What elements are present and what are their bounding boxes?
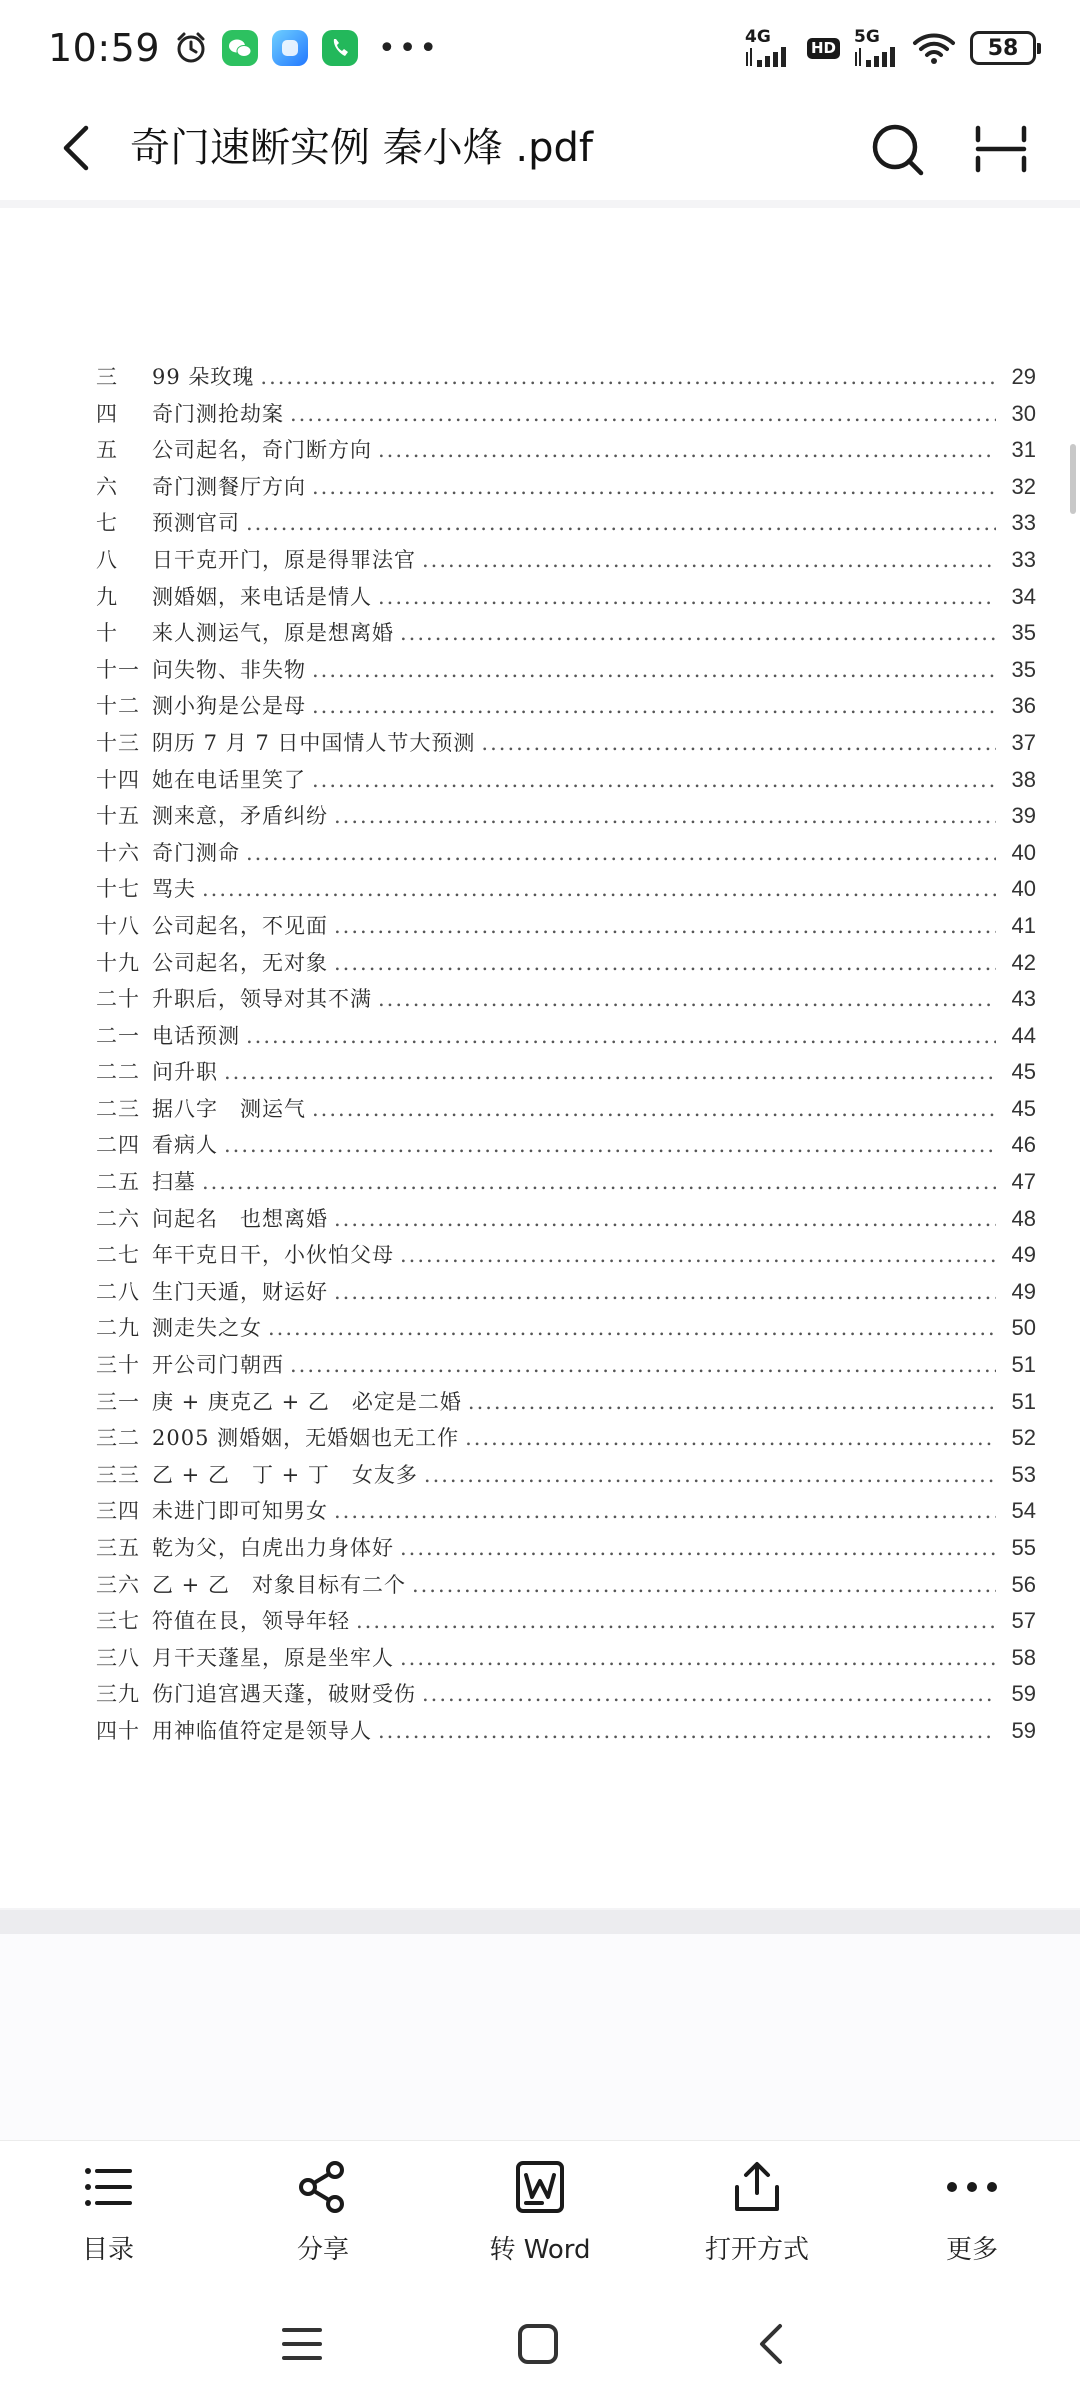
signal-5g-label: 5G [854,26,880,47]
toc-leader-dots [422,548,996,572]
toc-entry-page: 32 [1011,473,1036,499]
back-arrow-icon[interactable] [52,120,108,176]
toc-entry-title: 她在电话里笑了 [152,767,306,792]
signal-4g [744,26,793,68]
toc-entry-page: 40 [1011,876,1036,902]
toc-entry-number: 十二 [96,694,140,719]
system-navigation-bar [0,2288,1080,2400]
toc-entry[interactable] [96,1569,1036,1606]
toc-entry-page: 51 [1011,1388,1036,1414]
more-dots-icon [944,2159,1000,2215]
phone-notification-icon [322,30,358,66]
toc-leader-dots [378,438,996,462]
toc-entry-number: 二四 [96,1133,140,1158]
toc-entry-page: 33 [1011,546,1036,572]
toc-leader-dots [202,877,996,901]
status-right [744,26,1036,68]
toc-entry-number: 二五 [96,1170,140,1195]
toc-leader-dots [246,1024,996,1048]
contents-label: 目录 [81,2235,134,2265]
toc-leader-dots [224,1060,996,1084]
toc-leader-dots [412,1573,996,1597]
toc-leader-dots [400,621,996,645]
toc-entry-title: 骂夫 [152,877,196,902]
toc-entry-title: 问起名 也想离婚 [152,1206,328,1231]
toc-entry-page: 34 [1011,583,1036,609]
toc-entry-page: 50 [1011,1315,1036,1341]
toc-leader-dots [378,1719,996,1743]
toc-entry-page: 31 [1011,437,1036,463]
home-nav-icon[interactable] [510,2318,566,2370]
toc-entry-number: 十三 [96,730,140,755]
toc-entry-title: 2005 测婚姻，无婚姻也无工作 [152,1426,460,1451]
toc-entry-page: 59 [1011,1681,1036,1707]
wechat-notification-icon [222,30,258,66]
toc-leader-dots [468,1390,996,1414]
menu-nav-icon[interactable] [274,2318,330,2370]
toc-entry[interactable] [96,1093,1036,1130]
toc-entry-page: 55 [1011,1535,1036,1560]
toc-entry[interactable] [96,800,1036,837]
toc-entry[interactable] [96,1678,1036,1715]
toc-entry[interactable] [96,983,1036,1020]
toc-entry-title: 日干克开门，原是得罪法官 [152,547,416,572]
toc-entry-number: 二九 [96,1316,140,1341]
toc-entry-page: 39 [1011,803,1036,829]
document-title: 奇门速断实例 秦小烽 .pdf [130,125,594,171]
toc-entry-page: 47 [1011,1169,1036,1195]
toc-entry[interactable] [96,581,1036,618]
back-nav-icon[interactable] [744,2318,800,2370]
toc-entry-title: 扫墓 [152,1170,196,1195]
toc-entry[interactable] [96,1276,1036,1313]
toc-entry-title: 阴历 7 月 7 日中国情人节大预测 [152,730,476,755]
toc-entry-number: 十八 [96,913,140,938]
toc-entry-number: 二七 [96,1243,140,1268]
toc-entry-title: 伤门追宫遇天蓬，破财受伤 [152,1682,416,1707]
toc-entry-number: 二六 [96,1206,140,1231]
toc-entry[interactable] [96,617,1036,654]
toc-entry-title: 测走失之女 [152,1316,262,1341]
toc-entry[interactable] [96,654,1036,691]
toc-entry-page: 42 [1011,949,1036,975]
toc-entry-number: 八 [96,547,118,572]
toc-entry-title: 测小狗是公是母 [152,694,306,719]
toc-entry[interactable] [96,1386,1036,1423]
toc-entry[interactable] [96,1495,1036,1532]
toc-entry[interactable] [96,1203,1036,1240]
pdf-next-page[interactable] [0,1934,1080,2140]
toc-entry-title: 用神临值符定是领导人 [152,1718,372,1743]
toc-entry-page: 57 [1011,1608,1036,1634]
toc-entry-page: 37 [1011,729,1036,755]
toc-entry-page: 35 [1011,656,1036,682]
page-separator [0,1910,1080,1934]
toc-leader-dots [290,1353,996,1377]
toc-entry-page: 45 [1011,1095,1036,1121]
toc-leader-dots [334,914,996,938]
toc-entry-title: 公司起名，不见面 [152,913,328,938]
signal-bars-icon [745,46,793,68]
toc-entry[interactable] [96,947,1036,984]
toc-leader-dots [312,694,996,718]
toc-entry-title: 公司起名，奇门断方向 [152,438,372,463]
toc-leader-dots [334,1499,996,1523]
toc-entry-number: 三二 [96,1426,140,1451]
toc-entry-title: 年干克日干，小伙怕父母 [152,1243,394,1268]
toc-leader-dots [334,1280,996,1304]
more-button[interactable] [892,2141,1052,2289]
more-notifications-indicator: ••• [378,30,441,66]
toc-entry-title: 公司起名，无对象 [152,950,328,975]
signal-bars-icon [854,46,898,68]
toc-entry-number: 十 [96,621,118,646]
toc-entry-title: 来人测运气，原是想离婚 [152,621,394,646]
toc-leader-dots [378,987,996,1011]
toc-entry[interactable] [96,1459,1036,1496]
toc-entry[interactable] [96,1349,1036,1386]
toc-entry[interactable] [96,1715,1036,1752]
toc-entry-page: 49 [1011,1278,1036,1304]
hd-voice-badge: HD [807,38,840,59]
pdf-page[interactable] [0,208,1080,1908]
toc-entry-title: 据八字 测运气 [152,1096,306,1121]
toc-entry-number: 三三 [96,1462,140,1487]
toc-leader-dots [378,585,996,609]
toc-entry-title: 符值在艮，领导年轻 [152,1609,350,1634]
share-label: 分享 [296,2235,349,2265]
toc-entry-number: 五 [96,438,118,463]
toc-entry[interactable] [96,544,1036,581]
toc-entry[interactable] [96,1020,1036,1057]
battery-level: 58 [987,35,1019,61]
toc-entry-page: 58 [1011,1644,1036,1670]
toc-entry-title: 奇门测抢劫案 [152,401,284,426]
toc-entry-page: 33 [1011,510,1036,536]
toc-entry-number: 二一 [96,1023,140,1048]
toc-entry-number: 十一 [96,657,140,682]
toc-entry[interactable] [96,361,1036,398]
convert-to-word-button[interactable] [460,2141,620,2289]
signal-4g-label: 4G [744,26,771,47]
toc-entry-page: 44 [1011,1022,1036,1048]
toc-entry-number: 四 [96,401,118,426]
toc-entry-title: 庚 + 庚克乙 + 乙 必定是二婚 [152,1389,462,1414]
toc-entry-number: 十七 [96,877,140,902]
toc-leader-dots [246,841,996,865]
toc-entry-number: 三 [96,365,118,389]
toc-leader-dots [400,1646,996,1670]
toc-entry[interactable] [96,1312,1036,1349]
toc-entry-number: 九 [96,584,118,609]
toc-entry-page: 52 [1011,1425,1036,1451]
toc-entry-number: 三八 [96,1645,140,1670]
toc-leader-dots [312,768,996,792]
toc-entry[interactable] [96,507,1036,544]
toc-entry-title: 测来意，矛盾纠纷 [152,804,328,829]
toc-leader-dots [202,1170,996,1194]
signal-5g [854,26,898,68]
toc-leader-dots [334,951,996,975]
share-icon [295,2159,351,2215]
toc-leader-dots [246,511,996,535]
toc-entry-page: 43 [1011,986,1036,1012]
reader-mode-icon[interactable] [970,118,1032,180]
toc-leader-dots [400,1243,996,1267]
toc-entry-page: 36 [1011,693,1036,719]
document-viewer[interactable] [0,200,1080,2140]
toc-entry[interactable] [96,1129,1036,1166]
status-time: 10:59 [48,26,161,70]
word-document-icon [512,2159,568,2215]
title-bar [0,96,1080,200]
toc-entry-title: 未进门即可知男女 [152,1499,328,1524]
toc-entry-number: 三九 [96,1682,140,1707]
toc-entry-page: 45 [1011,1059,1036,1085]
toc-leader-dots [465,1426,996,1450]
toc-entry-title: 月干天蓬星，原是坐牢人 [152,1645,394,1670]
convert-to-word-label: 转 Word [489,2235,591,2265]
toc-entry[interactable] [96,1239,1036,1276]
toc-entry[interactable] [96,434,1036,471]
bottom-toolbar [0,2140,1080,2288]
toc-entry[interactable] [96,1166,1036,1203]
toc-leader-dots [312,475,996,499]
toc-entry-number: 二二 [96,1060,140,1085]
toc-entry-title: 预测官司 [152,511,240,536]
toc-entry-number: 七 [96,511,118,536]
toc-entry[interactable] [96,1056,1036,1093]
wifi-icon [912,31,956,65]
toc-leader-dots [290,402,996,426]
list-icon [80,2159,136,2215]
toc-entry-number: 十五 [96,804,140,829]
toc-entry-number: 三十 [96,1353,140,1378]
toc-entry-number: 三一 [96,1389,140,1414]
toc-leader-dots [224,1133,996,1157]
toc-entry[interactable] [96,471,1036,508]
toc-entry-number: 二八 [96,1279,140,1304]
toc-entry-page: 35 [1011,620,1036,646]
toc-entry-title: 乾为父，白虎出力身体好 [152,1536,394,1560]
more-label: 更多 [945,2235,998,2265]
toc-entry-number: 三七 [96,1609,140,1634]
battery-indicator [970,31,1036,65]
toc-entry-title: 乙 + 乙 丁 + 丁 女友多 [152,1462,418,1487]
toc-leader-dots [481,731,996,755]
toc-entry-page: 51 [1011,1352,1036,1378]
toc-entry-title: 问升职 [152,1060,218,1085]
toc-leader-dots [334,804,996,828]
toc-entry-page: 48 [1011,1205,1036,1231]
app-notification-icon [272,30,308,66]
toc-entry[interactable] [96,1605,1036,1642]
toc-entry-title: 电话预测 [152,1023,240,1048]
toc-leader-dots [312,1097,996,1121]
open-with-label: 打开方式 [704,2235,809,2265]
toc-entry[interactable] [96,764,1036,801]
toc-entry-title: 开公司门朝西 [152,1353,284,1378]
toc-entry-number: 三四 [96,1499,140,1524]
toc-leader-dots [400,1536,996,1560]
toc-entry-number: 六 [96,474,118,499]
toc-entry[interactable] [96,837,1036,874]
toc-entry-title: 测婚姻，来电话是情人 [152,584,372,609]
toc-entry[interactable] [96,727,1036,764]
toc-entry-title: 奇门测命 [152,840,240,865]
toc-entry-number: 十九 [96,950,140,975]
toc-leader-dots [260,365,996,389]
search-icon[interactable] [866,118,928,180]
share-button[interactable] [243,2141,403,2289]
status-bar [0,0,1080,96]
toc-entry-page: 49 [1011,1242,1036,1268]
toc-entry-title: 99 朵玫瑰 [152,365,255,389]
toc-leader-dots [356,1609,996,1633]
toc-entry-title: 问失物、非失物 [152,657,306,682]
toc-leader-dots [268,1316,996,1340]
toc-entry-title: 乙 + 乙 对象目标有二个 [152,1572,406,1597]
toc-leader-dots [422,1682,996,1706]
toc-entry[interactable] [96,910,1036,947]
toc-entry-page: 56 [1011,1571,1036,1597]
toc-entry-page: 46 [1011,1132,1036,1158]
contents-button[interactable] [28,2141,188,2289]
toc-entry[interactable] [96,398,1036,435]
scrollbar-thumb[interactable] [1070,444,1076,514]
upload-share-icon [729,2159,785,2215]
toc-entry-page: 54 [1011,1498,1036,1524]
toc-entry-number: 十六 [96,840,140,865]
toc-entry-page: 59 [1011,1717,1036,1743]
toc-leader-dots [424,1463,996,1487]
toc-entry-title: 看病人 [152,1133,218,1158]
toc-entry[interactable] [96,1642,1036,1679]
toc-entry-number: 二三 [96,1096,140,1121]
toc-entry-number: 二十 [96,987,140,1012]
toc-entry[interactable] [96,1532,1036,1569]
toc-leader-dots [334,1207,996,1231]
toc-entry-page: 41 [1011,912,1036,938]
toc-entry[interactable] [96,873,1036,910]
toc-entry-title: 生门天遁，财运好 [152,1279,328,1304]
open-with-button[interactable] [677,2141,837,2289]
alarm-icon [174,31,208,65]
toc-entry-page: 38 [1011,766,1036,792]
toc-entry[interactable] [96,690,1036,727]
table-of-contents [96,361,1036,1752]
toc-entry-page: 29 [1011,364,1036,389]
toc-entry-title: 奇门测餐厅方向 [152,474,306,499]
toc-entry-page: 40 [1011,839,1036,865]
toc-leader-dots [312,658,996,682]
toc-entry[interactable] [96,1422,1036,1459]
status-left [48,26,440,70]
toc-entry-page: 53 [1011,1461,1036,1487]
toc-entry-number: 三五 [96,1536,140,1560]
toc-entry-title: 升职后，领导对其不满 [152,987,372,1012]
toc-entry-page: 30 [1011,400,1036,426]
toc-entry-number: 四十 [96,1718,140,1743]
toc-entry-number: 十四 [96,767,140,792]
toc-entry-number: 三六 [96,1572,140,1597]
